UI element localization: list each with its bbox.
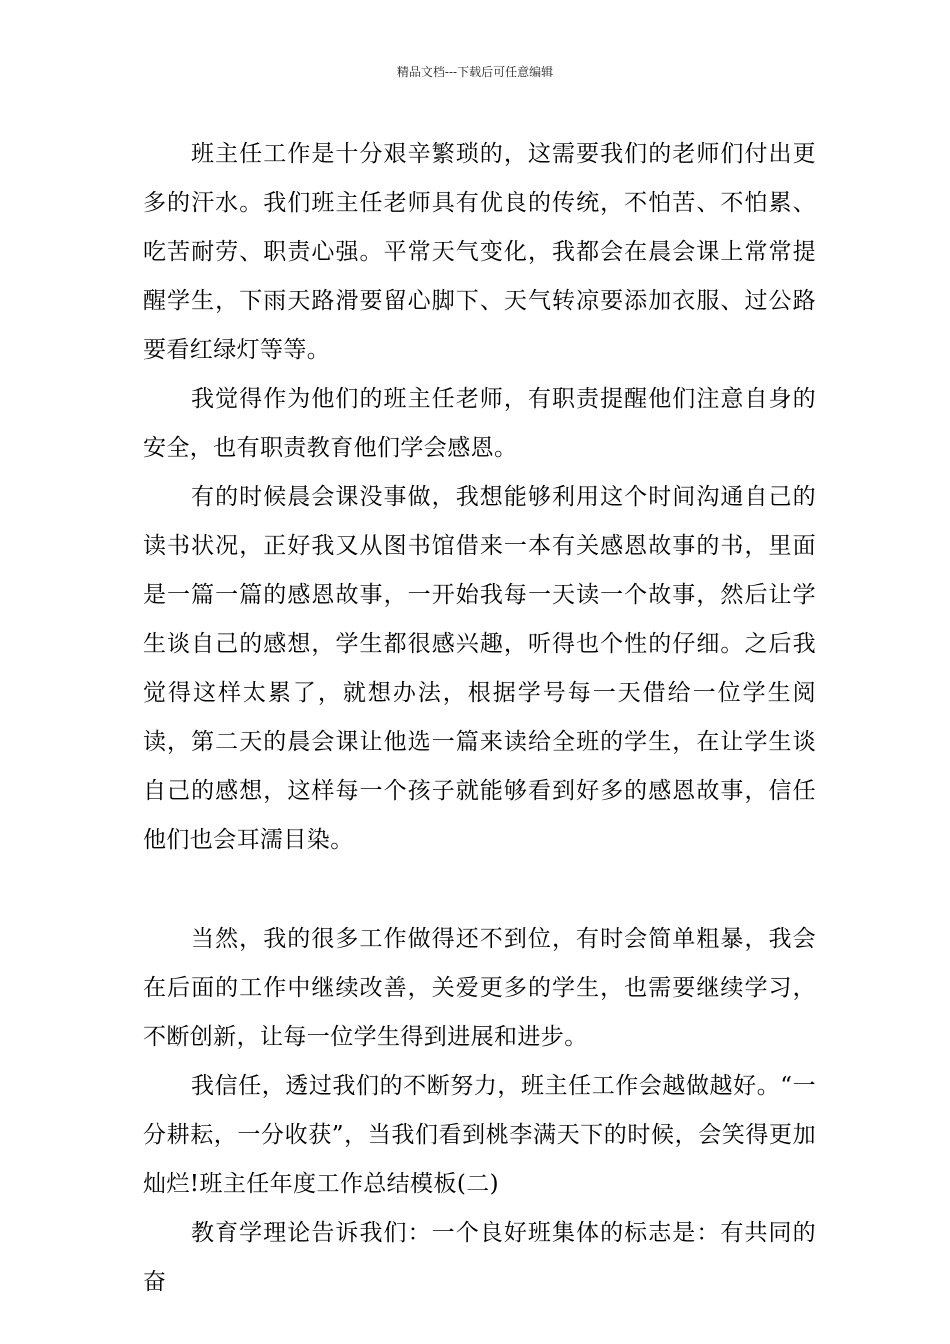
- paragraph-4: 当然，我的很多工作做得还不到位，有时会简单粗暴，我会在后面的工作中继续改善，关爱更多的学生，也需要继续学习，不断创新，让每一位学生得到进展和进步。: [143, 926, 816, 1050]
- paragraph-1: 班主任工作是十分艰辛繁琐的，这需要我们的老师们付出更多的汗水。我们班主任老师具有优良的传统，不怕苦、不怕累、吃苦耐劳、职责心强。平常天气变化，我都会在晨会课上常常提醒学生，下雨天路滑要留心脚下、天气转凉要添加衣服、过公路要看红绿灯等等。: [143, 141, 816, 363]
- paragraph-5: 我信任，透过我们的不断努力，班主任工作会越做越好。“一分耕耘，一分收获”，当我们看到桃李满天下的时候，会笑得更加灿烂!班主任年度工作总结模板(二): [143, 1073, 816, 1197]
- paragraph-6: 教育学理论告诉我们：一个良好班集体的标志是：有共同的奋: [143, 1220, 816, 1295]
- document-body: [143, 130, 816, 1307]
- page-header: 精品文档---下载后可任意编辑: [396, 65, 554, 79]
- paragraph-2: 我觉得作为他们的班主任老师，有职责提醒他们注意自身的安全，也有职责教育他们学会感恩。: [143, 386, 816, 461]
- paragraph-3: 有的时候晨会课没事做，我想能够利用这个时间沟通自己的读书状况，正好我又从图书馆借来一本有关感恩故事的书，里面是一篇一篇的感恩故事，一开始我每一天读一个故事，然后让学生谈自己的感想，学生都很感兴趣，听得也个性的仔细。之后我觉得这样太累了，就想办法，根据学号每一天借给一位学生阅读，第二天的晨会课让他选一篇来读给全班的学生，在让学生谈自己的感想，这样每一个孩子就能够看到好多的感恩故事，信任他们也会耳濡目染。: [143, 484, 816, 853]
